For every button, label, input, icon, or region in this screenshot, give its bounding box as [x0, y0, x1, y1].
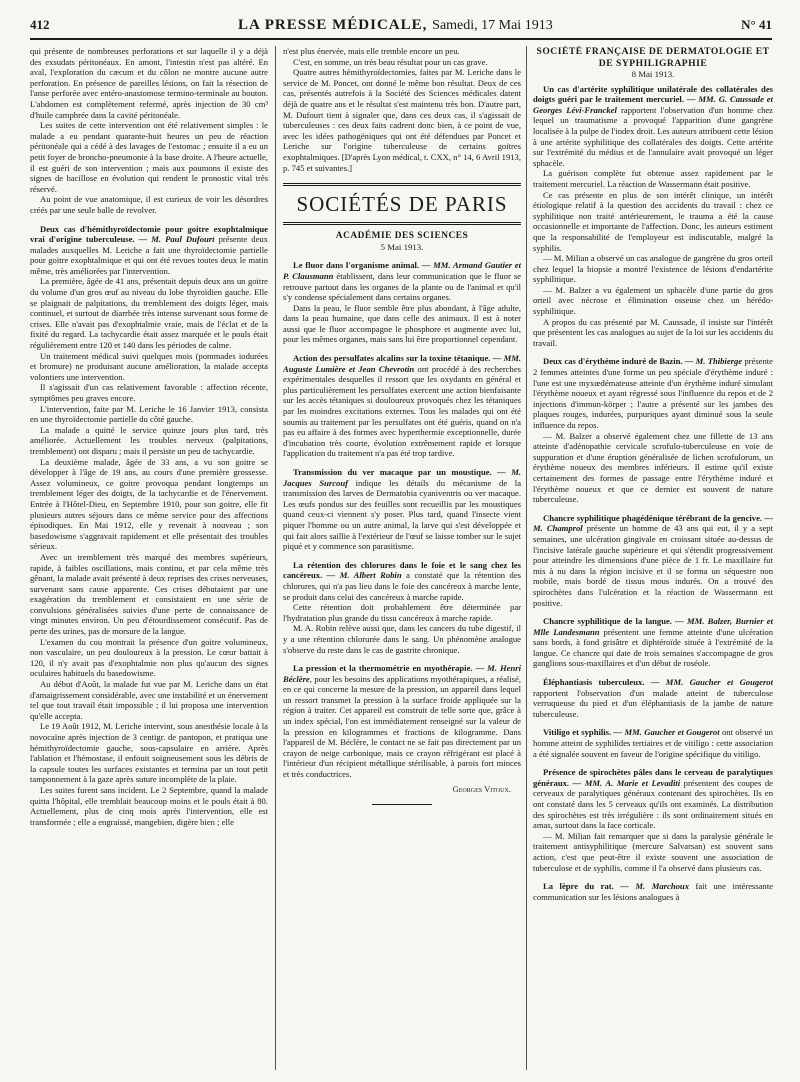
section-banner — [283, 183, 521, 225]
article-author: — MM. Gaucher et Gougerot — [644, 677, 773, 688]
article-heading — [283, 663, 521, 780]
society-title: SOCIÉTÉ FRANÇAISE DE DERMATOLOGIE ET DE SYPHILIGRAPHIE — [536, 46, 770, 69]
article-text: rapportent l'observation d'un homme chez lequel un traumatisme a provoqué l'apparition d'une gangrène localisée à la pulpe de l'index droit. Les auteurs attribuent cette lésion à une artérite syphilitique des collatérales des doigts. Cette artérite sur l'extrémité du médius et de l'annulaire avait provoqué un léger sphacèle. — [533, 104, 773, 168]
article-text: présente deux malades auxquelles M. Leriche a fait une thyroïdectomie partielle pour goitre exophtalmique et qui ont été revues toutes deux le matin même, très améliorées par l'intervention. — [30, 234, 268, 276]
article-heading — [533, 767, 773, 831]
paragraph: Quatre autres hémithyroïdectomies, faites par M. Leriche dans le service de M. Poncet, ont donné le même bon résultat. Deux de ces cas, présentés autrefois à la Société des Sciences médicales datent déjà de quatre ans et le résultat s'est maintenu très bon. D'autre part, M. Dufourt tient à signaler que, dans ces deux cas, il s'agissait de tuberculeuses : ces deux faits cadrent donc bien, à ce point de vue, avec les idées pathogéniques qui ont été défendues par Poncet et Leriche sur l'origine tuberculeuse de certains goitres exophtalmiques. [D'après Lyon médical, t. CXX, n° 14, 6 Avril 1913, p. 745 et suivantes.] — [283, 67, 521, 173]
article-heading — [533, 727, 773, 759]
journal-title — [238, 17, 553, 34]
paragraph: Dans la peau, le fluor semble être plus abondant, à l'âge adulte, dans la peau humaine, que dans celle des animaux. Il est à noter aussi que le fluor accompagne le phosphore et augmente avec lui, pour les mêmes organes, mais sans lui être proportionnel cependant. — [283, 302, 521, 345]
paragraph: Avec un tremblement très marqué des membres supérieurs, rapide, à faibles oscillations, mais continu, et par cela même très gênant, la malade avait présenté à deux reprises des crises nerveuses, survenant sans cause apparente. Ces crises débutaient par une exagération du tremblement et consistaient en une série de convulsions généralisées suivies d'une perte de connaissance de vingt minutes environ. Un peu d'étourdissement consécutif. Pas de perte des urines, pas de morsure de la langue. — [30, 551, 268, 637]
section-date: 5 Mai 1913. — [380, 241, 424, 252]
paragraph: La malade a quitté le service quinze jours plus tard, très améliorée. Actuellement les troubles nerveux (palpitations, tremblement) ont disparu ; mais il persiste un peu de tachycardie. — [30, 424, 268, 456]
article-author: — MM. A. Marie et Levaditi — [569, 777, 681, 788]
article-text: ont procédé à des recherches expérimentales desquelles il ressort que les oxydants en général et plus particulièrement les persulfates exercent une action bienfaisante sur les accès tétaniques si douloureux provoqués chez les tétaniques par les moindres excitations externes. Tous les malades qui ont été soumis au traitement par les persulfates ont été guéris, quand on n'a pas eu affaire à des formes avec hyperthermie exceptionnelle, durée d'incubation très courte, évolution extrêmement rapide et lorsque l'application du traitement n'a pas été trop tardive. — [283, 363, 521, 459]
article-heading — [533, 84, 773, 169]
column-2 — [283, 46, 521, 1070]
article-title: Un cas d'artérite syphilitique unilatérale des collatérales des doigts guéri par le traitement mercuriel. — [533, 83, 773, 105]
article-title: Chancre syphilitique de la langue. — [543, 616, 672, 627]
article-heading — [283, 260, 521, 302]
article-heading — [533, 677, 773, 719]
article-text: établissent, dans leur communication que le fluor se retrouve partout dans les organes de la plante ou de l'animal et qu'il s'y condense spécialement dans certains organes. — [283, 270, 521, 303]
article-title: Le fluor dans l'organisme animal. — [293, 260, 420, 271]
article-heading — [283, 467, 521, 552]
article-text: , pour les besoins des applications myothérapiques, a réalisé, en ce qui concerne la mesure de la pression, un appareil dans lequel un ressort transmet la pression à la surface froide appliquée sur la région à traiter. Cet appareil est construit de telle sorte que, grâce à un index spécial, l'on est immédiatement renseigné sur la valeur de la pression en kilogrammes et fractions de kilogramme. Dans l'appareil de M. Béclère, le contact ne se fait pas directement par un crayon de neige carbonique, mais ce crayon réfrigérant est placé à l'intérieur d'un récipient métallique stérilisable, à parois fort minces et très conductrices. — [283, 673, 521, 780]
paragraph: Le 19 Août 1912, M. Leriche intervint, sous anesthésie locale à la novocaïne après injection de 3 centigr. de pantopon, et pratiqua une hémithyroïdectomie gauche, sous-capsulaire en arrière. Après l'ablation et l'hémostase, il enfouit soigneusement sous les débris de la capsule toutes les surfaces existantes et termina par un tout petit tamponnement à la gaze après suture incomplète de la plaie. — [30, 721, 268, 785]
article-title: Vitiligo et syphilis. — [543, 727, 612, 738]
paragraph: Ce cas présente en plus de son intérêt clinique, un intérêt étiologique relatif à la question des accidents du travail : chez ce syphilitique non traité antérieurement, le trauma a été la cause occasionnelle et importante de l'affection. Donc, les auteurs estiment que la responsabilité de l'employeur est indiscutable, malgré la syphilis. — [533, 189, 773, 253]
article-author: — MM. G. Caussade et Georges Lévi-Franckel — [533, 94, 773, 115]
paragraph: — M. Balzer a observé également chez une fillette de 13 ans atteinte d'adénopathie cervicale scrofulo-tuberculeuse en voie de suppuration et d'une éruption généralisée de lichen scrofulorum, un érythème noueux des membres inférieurs. Il estime qu'il existe certainement des formes de passage entre l'érythème induré et l'érythème noueux et que ce dernier est souvent de nature tuberculeuse. — [533, 430, 773, 505]
article-author: — M. Marchoux — [613, 881, 689, 892]
article-title: La lèpre du rat. — [543, 881, 614, 892]
article-text: indique les détails du mécanisme de la transmission des larves de Dermatobia cyaniventris ou ver macaque. Les œufs pondus sur des feuilles sont recueillis par les moustiques quand ceux-ci viennent s'y poser. Plus tard, quand l'insecte vient piquer l'homme ou un autre animal, la larve qui s'est développée et qui fait alors saillie à l'extérieur de l'œuf se laisse tomber sur le sujet piqué et y commence son parasitisme. — [283, 477, 521, 552]
paragraph: Au point de vue anatomique, il est curieux de voir les désordres créés par une seule balle de revolver. — [30, 194, 268, 215]
article-heading — [533, 513, 773, 608]
article-author: — M. Henri Béclère — [283, 663, 521, 684]
article-author: — M. Albert Robin — [322, 570, 402, 581]
article-title: La rétention des chlorures dans le foie et le sang chez les cancéreux. — [283, 559, 521, 581]
article-author: — M. Champrol — [533, 512, 773, 534]
section-date: 8 Mai 1913. — [631, 69, 675, 79]
article-author: — M. Thibierge — [682, 356, 743, 367]
article-heading — [533, 356, 773, 430]
article-text: a constaté que la rétention des chlorures, qui n'a pas lieu dans le foie des cancéreux à marche lente, se produit dans celui des cancéreux à marche rapide. — [283, 570, 521, 602]
article-heading — [30, 224, 268, 277]
article-heading — [283, 353, 521, 459]
paragraph: L'intervention, faite par M. Leriche le 16 Janvier 1913, consista en une thyroïdectomie partielle du côté gauche. — [30, 403, 268, 425]
article-text: ont observé un homme atteint de syphilides tertiaires et de vitiligo : cette association a été signalée souvent en faveur de l'origine spécifique du vitiligo. — [533, 727, 773, 759]
paragraph: La première, âgée de 41 ans, présentait depuis deux ans un goitre du volume d'un gros œuf au niveau du lobe thyroïdien gauche. Elle se plaignait de palpitations, du tremblement des doigts léger, mais continuel, et surtout de diarrhée très intense survenant sous forme de crises. Elle n'avait pas d'exophtalmie vraie, mais de l'éclat et de la fixité du regard. La tachycardie était assez marquée et le pouls était régulièrement entre 120 et 140 dans les périodes de calme. — [30, 276, 268, 351]
article-heading — [533, 616, 773, 669]
paragraph: Cette rétention doit probablement être déterminée par l'hydratation plus grande du tissu cancéreux à marche rapide. — [283, 602, 521, 623]
article-author: — M. Jacques Surcouf — [283, 467, 521, 488]
article-author: — M. Paul Dufourt — [134, 234, 215, 245]
section-title: ACADÉMIE DES SCIENCES — [335, 231, 469, 242]
paragraph: Les suites furent sans incident. Le 2 Septembre, quand la malade quitta l'hôpital, elle tremblait beaucoup moins et le pouls était à 80. Actuellement, plus de cinq mois après l'intervention, elle est transformée ; elle a engraissé, mangebien, digère bien ; elle — [30, 784, 268, 827]
paragraph: La guérison complète fut obtenue assez rapidement par le traitement mercuriel. La réaction de Wassermann était positive. — [533, 168, 773, 189]
paragraph: qui présente de nombreuses perforations et sur laquelle il y a déjà des exsudats péritonéaux. En amont, l'intestin n'est pas altéré. En aval, l'exploration du cæcum et du côlon ne montre aucune autre perforation. En présence de pareilles lésions, on fait la résection de l'anse perforée avec entéro-anastomose termino-terminale au bouton. L'abdomen est complètement refermé, après injection de 30 cm³ d'huile camphrée dans la cavité péritonéale. — [30, 46, 268, 120]
article-author: — MM. Armand Gautier et P. Clausmann — [283, 260, 521, 281]
article-title: Action des persulfates alcalins sur la toxine tétanique. — [293, 353, 491, 364]
article-heading — [533, 881, 773, 902]
article-title: Présence de spirochètes pâles dans le cerveau de paralytiques généraux. — [533, 767, 773, 788]
column-divider — [526, 46, 527, 1070]
journal-name: LA PRESSE MÉDICALE, — [237, 16, 428, 33]
paragraph: La deuxième malade, âgée de 33 ans, a vu son goitre se développer à l'âge de 19 ans, au cours d'une première grossesse. Assez volumineux, ce goitre provoqua pendant longtemps un tremblement léger des doigts, de la tachycardie et de l'énervement. Entrée à l'Hôtel-Dieu, en Septembre 1910, pour son goitre, elle fit plusieurs autres séjours dans ce même service pour des affections épisodiques. En Mai 1912, elle y revenait à nouveau ; son basedowisme s'aggravait rapidement et elle présentait des troubles sérieux. — [30, 456, 268, 552]
paragraph: Au début d'Août, la malade fut vue par M. Leriche dans un état d'amaigrissement considérable, avec une instabilité et un énervement tel que tout travail était impossible ; il lui proposa une intervention qu'elle accepta. — [30, 679, 268, 721]
article-text: présente un homme de 43 ans qui eut, il y a sept semaines, une ulcération gingivale en croissant située au-dessus de l'incisive latérale gauche supérieure et qui s'étendit progressivement pour atteindre les dimensions d'une pièce de 1 fr. Le maxillaire fut mis à nu dans la région incisive et il se forma un séquestre non mobile, mais bordé de tissus mous indurés. On a trouvé des spirochètes dans l'ulcération et la réaction de Wassermann est positive. — [533, 523, 773, 608]
paragraph: Il s'agissait d'un cas relativement favorable : affection récente, symptômes peu graves encore. — [30, 382, 268, 403]
article-author: — MM. Gaucher et Gougerot — [611, 727, 720, 738]
article-title: La pression et la thermométrie en myothérapie. — [293, 663, 473, 674]
paragraph: — M. Balzer a vu également un sphacèle d'une partie du gros orteil avec nécrose et élimination osseuse chez un hérédo-syphilitique. — [533, 284, 773, 317]
paragraph: Un traitement médical suivi quelques mois (pommades iodurées et bromure) ne produisant aucune amélioration, la malade accepta volontiers une intervention. — [30, 350, 268, 382]
article-text: présentent une femme atteinte d'une ulcération sans bords, à fond grisâtre et diphtéroïde située à l'extrémité de la langue. Ce chancre qui date de trois semaines s'accompagne de gros ganglions sous-maxillaires et d'un début de roséole. — [533, 626, 773, 669]
article-text: fait une intéressante communication sur les lésions analogues à — [533, 881, 773, 902]
paragraph: — M. Milian fait remarquer que si dans la paralysie générale le traitement antisyphilitique (mercure Salvarsan) est souvent sans action, c'est que peut-être il existe souvent une association de tuberculose et de syphilis, comme il l'a observé dans plusieurs cas. — [533, 830, 773, 873]
column-divider — [275, 46, 276, 1070]
signature: Georges Vitoux. — [452, 783, 511, 794]
article-title: Deux cas d'hémithyroïdectomie pour goitre exophtalmique vrai d'origine tuberculeuse. — [30, 223, 268, 245]
banner-title: SOCIÉTÉS DE PARIS — [296, 192, 508, 217]
issue-number: N° 41 — [741, 17, 772, 32]
article-author: — MM. Balzer, Burnier et Mlle Landesmann — [533, 616, 773, 637]
article-title: Transmission du ver macaque par un moustique. — [293, 467, 492, 477]
paragraph: A propos du cas présenté par M. Caussade, il insiste sur l'intérêt que présentent les cas analogues au sujet de la loi sur les accidents du travail. — [533, 316, 773, 348]
paragraph: C'est, en somme, un très beau résultat pour un cas grave. — [293, 56, 488, 67]
article-title: Éléphantiasis tuberculeux. — [543, 677, 645, 688]
article-text: présente 2 femmes atteintes d'une forme un peu spéciale d'érythème induré : l'une est une myxœdémateuse atteinte d'un érythème induré simulant l'érythème noueux et ayant régressé sous l'influence du repos et de 2 injections d'immun-körper ; l'autre a présenté sur les jambes des plaques rouges, indurées, purpuriques ayant diminué sous la seule influence du repos. — [533, 356, 773, 430]
paragraph: M. A. Robin relève aussi que, dans les cancers du tube digestif, il y a une rétention chlorurée dans le sang. Un phénomène analogue s'observe du reste dans le cas de gastrite chronique. — [283, 623, 521, 655]
paragraph: n'est plus énervée, mais elle tremble encore un peu. — [283, 46, 460, 56]
column-1 — [30, 46, 268, 1070]
column-3 — [533, 46, 773, 1070]
paragraph: L'examen du cou montrait la présence d'un goitre volumineux, non vasculaire, un peu douloureux à la pression. Le cœur battait à 120, il n'y avait pas d'exophtalmie non plus qu'aucun des signes oculaires habituels du basedowisme. — [30, 636, 268, 679]
article-title: Chancre syphilitique phagédénique térébrant de la gencive. — [543, 512, 763, 523]
end-rule — [372, 804, 432, 805]
article-author: — MM. Auguste Lumière et Jean Chevrotin — [283, 353, 521, 374]
article-text: présentent des coupes de cerveaux de paralytiques généraux contenant des spirochètes. Ils en ont constaté dans les 5 cerveaux qu'ils ont examinés. La distribution des spirochètes est très irrégulière : ils sont ordinairement situés en amas, surtout dans la face corticale. — [533, 777, 773, 831]
paragraph: — M. Milian a observé un cas analogue de gangrène du gros orteil chez lequel la biopsie a montré l'existence de lésions d'endartérite syphilitique. — [533, 253, 773, 285]
page-number: 412 — [30, 17, 50, 32]
article-text: rapportent l'observation d'un malade atteint de tuberculose verruqueuse du pied et d'un éléphantiasis de la jambe de nature tuberculeuse. — [533, 687, 773, 719]
article-title: Deux cas d'érythème induré de Bazin. — [543, 356, 683, 367]
paragraph: Les suites de cette intervention ont été relativement simples : le malade a eu pendant quarante-huit heures un peu de réaction péritonéale qui a cédé à des lavages de l'estomac ; ensuite il a eu un petit foyer de broncho-pneumonie à la base droite. A l'heure actuelle, il est guéri de son intervention ; mais aux poumons il existe des signes de bacillose en évolution qui rendent le pronostic vital très réservé. — [30, 120, 268, 194]
article-heading — [283, 560, 521, 602]
page-header — [30, 12, 772, 40]
issue-date: Samedi, 17 Mai 1913 — [432, 17, 553, 33]
